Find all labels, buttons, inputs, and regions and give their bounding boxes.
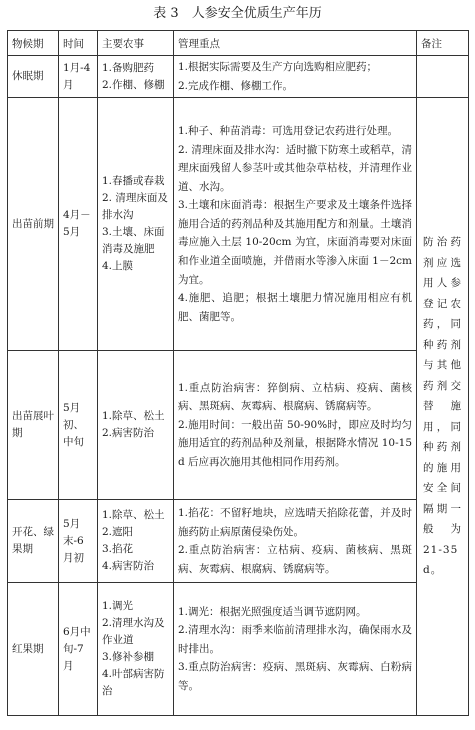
- management-item: 1.掐花：不留籽地块，应选晴天掐除花蕾，并及时施药防止病原菌侵染伤处。: [178, 507, 412, 538]
- table-row: [8, 98, 469, 351]
- tasks-cell: [98, 98, 174, 351]
- management-item: 2.清理水沟：雨季来临前清理排水沟，确保雨水及时排出。: [178, 624, 412, 655]
- header-management: 管理重点: [174, 31, 417, 56]
- note-cell-empty: [417, 56, 469, 98]
- management-item: 1.根据实际需要及生产方向选购相应肥药；: [178, 61, 378, 73]
- task-item: 3.修补参棚: [102, 651, 155, 664]
- management-item: 4.施肥、追肥；根据土壤肥力情况施用相应有机肥、菌肥等。: [178, 292, 412, 323]
- note-cell: 防治药剂应选用人参登记农药，同种药剂与其他药剂交替施用，同种药剂的施用安全间隔期一般为 21-35 d。: [417, 98, 469, 716]
- header-time: 时间: [59, 31, 98, 56]
- management-cell: [174, 351, 417, 500]
- task-item: 1.除草、松土: [102, 509, 165, 522]
- task-item: 4.病害防治: [102, 560, 155, 573]
- time-cell: 4月－5月: [59, 98, 98, 351]
- table-row: [8, 56, 469, 98]
- task-item: 3.掐花: [102, 543, 134, 556]
- period-cell: 出苗前期: [8, 98, 59, 351]
- task-item: 2. 清理床面及排水沟: [102, 192, 168, 222]
- task-item: 1.备购肥药: [102, 61, 155, 74]
- management-item: 1.调光：根据光照强度适当调节遮阴网。: [178, 605, 367, 618]
- management-item: 2.重点防治病害：立枯病、疫病、菌核病、黑斑病、灰霉病、根腐病、锈腐病等。: [178, 544, 412, 575]
- task-item: 4.上膜: [102, 260, 134, 273]
- time-cell: 6月中旬-7月: [59, 583, 98, 716]
- task-item: 2.作棚、修棚: [102, 78, 165, 91]
- management-item: 2. 清理床面及排水沟：适时撤下防寒土或稻草，清理床面残留人参茎叶或其他杂草枯枝，并清理作业道、水沟。: [178, 143, 412, 193]
- table-title: 表 3 人参安全优质生产年历: [153, 6, 322, 21]
- management-item: 3.重点防治病害：疫病、黑斑病、灰霉病、白粉病等。: [178, 661, 412, 693]
- management-cell: [174, 583, 417, 716]
- task-item: 1.除草、松土: [102, 410, 165, 423]
- production-calendar-table: [7, 30, 469, 716]
- management-item: 1.种子、种苗消毒：可选用登记农药进行处理。: [178, 124, 399, 137]
- task-item: 3.土壤、床面消毒及施肥: [102, 226, 165, 256]
- management-cell: [174, 98, 417, 351]
- tasks-cell: [98, 500, 174, 583]
- header-row: [8, 31, 469, 56]
- task-item: 2.病害防治: [102, 427, 155, 440]
- table-row: [8, 500, 469, 583]
- period-cell: 开花、绿果期: [8, 500, 59, 583]
- table-row: [8, 583, 469, 716]
- period-cell: 出苗展叶期: [8, 351, 59, 500]
- header-tasks: 主要农事: [98, 31, 174, 56]
- management-item: 2.施用时间：一般出苗 50-90%时，即应及时均匀施用适宜的药剂品种及剂量，根据降水情况 10-15 d 后应再次施用其他相同作用药剂。: [178, 418, 412, 469]
- management-item: 2.完成作棚、修棚工作。: [178, 79, 294, 92]
- task-item: 1.调光: [102, 600, 134, 613]
- task-item: 2.清理水沟及作业道: [102, 617, 165, 647]
- task-item: 2.遮阳: [102, 526, 134, 539]
- management-item: 3.土壤和床面消毒：根据生产要求及土壤条件选择施用合适的药剂品种及其施用配方和剂量。土壤消毒应施入土层 10-20cm 为宜，床面消毒要对床面和作业道全面喷施，并借雨水等渗入床面 1－2cm 为宜。: [178, 199, 412, 286]
- time-cell: 1月-4月: [59, 56, 98, 98]
- management-cell: [174, 56, 417, 98]
- time-cell: 5月初、中旬: [59, 351, 98, 500]
- management-item: 1.重点防治病害：猝倒病、立枯病、疫病、菌核病、黑斑病、灰霉病、根腐病、锈腐病等。: [178, 381, 412, 413]
- tasks-cell: [98, 56, 174, 98]
- task-item: 4.叶部病害防治: [102, 668, 165, 698]
- time-cell: 5月末-6月初: [59, 500, 98, 583]
- header-period: 物候期: [8, 31, 59, 56]
- task-item: 1.春播或春栽: [102, 175, 165, 188]
- tasks-cell: [98, 351, 174, 500]
- header-note: 备注: [417, 31, 469, 56]
- tasks-cell: [98, 583, 174, 716]
- management-cell: [174, 500, 417, 583]
- period-cell: 休眠期: [8, 56, 59, 98]
- period-cell: 红果期: [8, 583, 59, 716]
- table-row: [8, 351, 469, 500]
